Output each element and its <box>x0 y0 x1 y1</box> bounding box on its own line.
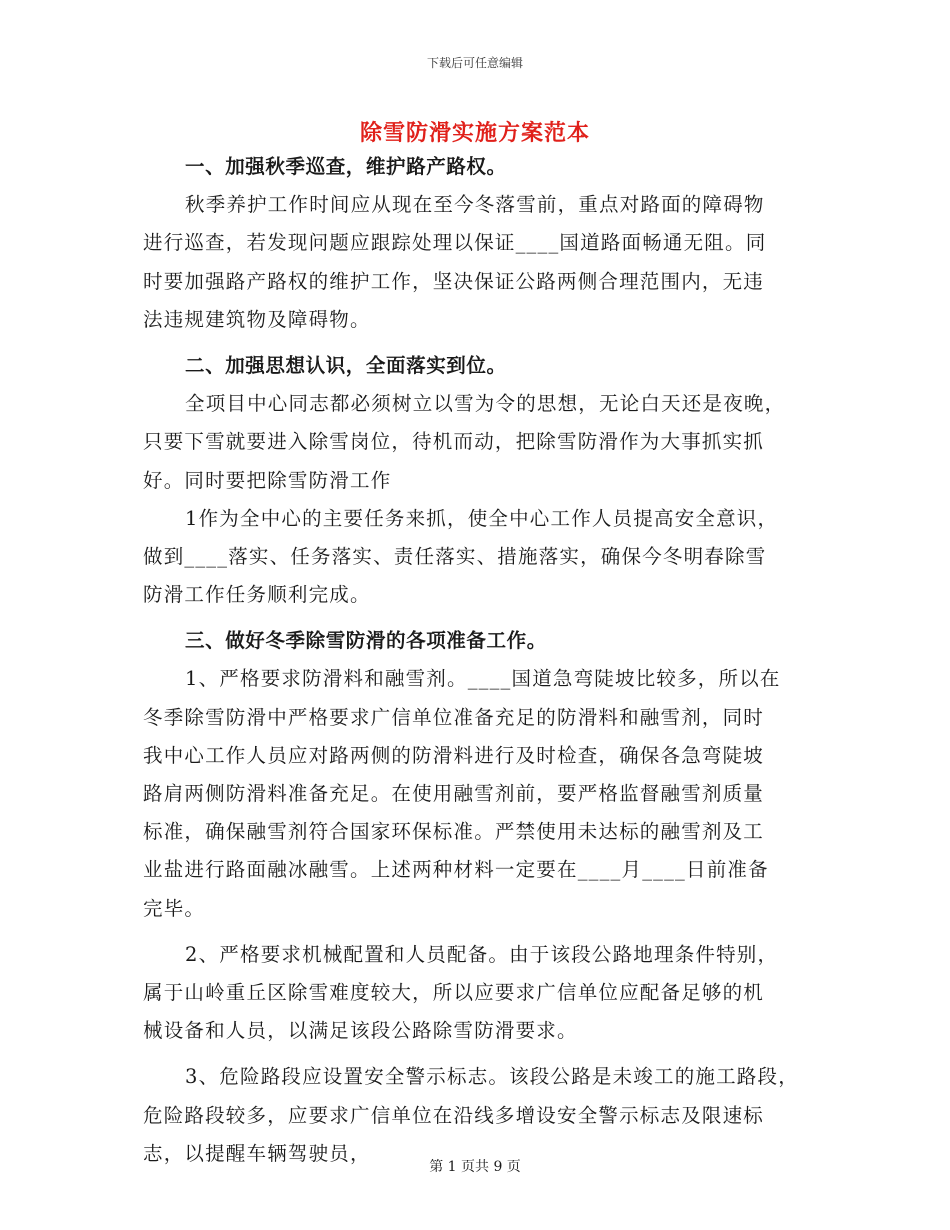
document-body <box>143 148 823 1173</box>
paragraph-line: 时要加强路产路权的维护工作，坚决保证公路两侧合理范围内，无违 <box>143 269 765 293</box>
paragraph-line: 秋季养护工作时间应从现在至今冬落雪前，重点对路面的障碍物 <box>185 193 765 217</box>
paragraph-line: 做到____落实、任务落实、责任落实、措施落实，确保今冬明春除雪 <box>143 544 767 568</box>
paragraph-line: 标准，确保融雪剂符合国家环保标准。严禁使用未达标的融雪剂及工 <box>143 820 765 844</box>
paragraph-line: 1作为全中心的主要任务来抓，使全中心工作人员提高安全意识， <box>185 506 779 530</box>
page-header: 下载后可任意编辑 <box>426 56 523 70</box>
paragraph-line: 2、严格要求机械配置和人员配备。由于该段公路地理条件特别， <box>185 942 779 966</box>
paragraph-line: 好。同时要把除雪防滑工作 <box>143 468 392 492</box>
paragraph-line: 1、严格要求防滑料和融雪剂。____国道急弯陡坡比较多，所以在 <box>185 667 781 691</box>
paragraph-line: 属于山岭重丘区除雪难度较大，所以应要求广信单位应配备足够的机 <box>143 980 765 1004</box>
document-title: 除雪防滑实施方案范本 <box>359 120 590 146</box>
section-heading-3: 三、做好冬季除雪防滑的各项准备工作。 <box>185 629 547 653</box>
paragraph-line: 3、危险路段应设置安全警示标志。该段公路是未竣工的施工路段， <box>185 1065 799 1089</box>
section-heading-2: 二、加强思想认识，全面落实到位。 <box>185 353 507 377</box>
paragraph-line: 械设备和人员，以满足该段公路除雪防滑要求。 <box>143 1019 578 1043</box>
paragraph-line: 业盐进行路面融冰融雪。上述两种材料一定要在____月____日前准备 <box>143 858 769 882</box>
paragraph-line: 我中心工作人员应对路两侧的防滑料进行及时检查，确保各急弯陡坡 <box>143 743 765 767</box>
paragraph-line: 志，以提醒车辆驾驶员， <box>143 1141 371 1165</box>
page-number: 第 1 页共 9 页 <box>429 1159 521 1175</box>
paragraph-line: 进行巡查，若发现问题应跟踪处理以保证____国道路面畅通无阻。同 <box>143 231 767 255</box>
paragraph-line: 只要下雪就要进入除雪岗位，待机而动，把除雪防滑作为大事抓实抓 <box>143 430 765 454</box>
paragraph-line: 法违规建筑物及障碍物。 <box>143 307 371 331</box>
paragraph-line: 冬季除雪防滑中严格要求广信单位准备充足的防滑料和融雪剂，同时 <box>143 705 765 729</box>
section-heading-1: 一、加强秋季巡查，维护路产路权。 <box>185 155 507 178</box>
paragraph-line: 防滑工作任务顺利完成。 <box>143 583 371 607</box>
paragraph-line: 全项目中心同志都必须树立以雪为令的思想，无论白天还是夜晚， <box>185 392 786 416</box>
paragraph-line: 路肩两侧防滑料准备充足。在使用融雪剂前，要严格监督融雪剂质量 <box>143 782 765 805</box>
paragraph-line: 完毕。 <box>143 896 206 920</box>
paragraph-line: 危险路段较多，应要求广信单位在沿线多增设安全警示标志及限速标 <box>143 1103 765 1127</box>
